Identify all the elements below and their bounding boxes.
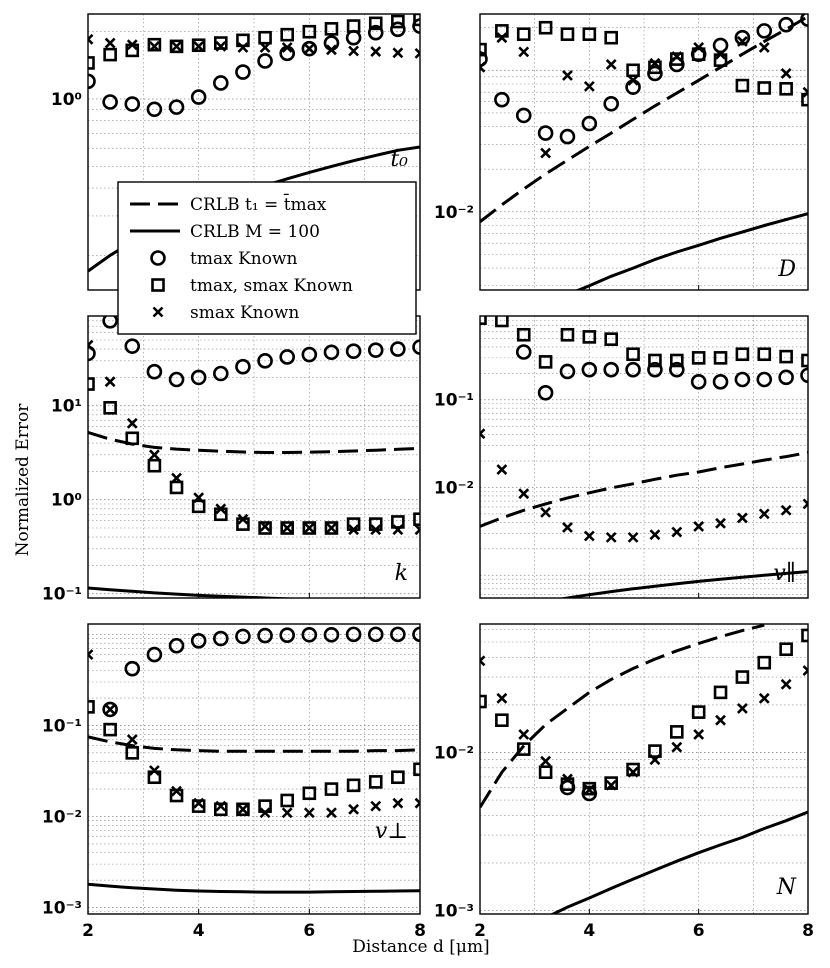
y-axis-label: Normalized Error bbox=[13, 403, 33, 557]
point-tmax-smax bbox=[737, 80, 748, 91]
y-tick-label: 10⁻² bbox=[433, 202, 474, 223]
legend-label-crlb_M: CRLB M = 100 bbox=[190, 222, 320, 242]
point-tmax bbox=[347, 345, 360, 358]
y-tick-label: 10⁻¹ bbox=[41, 716, 82, 737]
point-tmax bbox=[148, 648, 161, 661]
legend-label-tmax_smax: tmax, smax Known bbox=[190, 276, 353, 296]
point-tmax bbox=[148, 103, 161, 116]
point-smax bbox=[497, 694, 506, 703]
point-smax bbox=[283, 808, 292, 817]
point-tmax bbox=[605, 97, 618, 110]
point-tmax bbox=[126, 98, 139, 111]
point-tmax-smax bbox=[326, 784, 337, 795]
x-tick-label: 4 bbox=[192, 921, 205, 941]
point-smax bbox=[393, 799, 402, 808]
point-tmax-smax bbox=[105, 402, 116, 413]
point-smax bbox=[497, 33, 506, 42]
point-tmax-smax bbox=[781, 644, 792, 655]
point-tmax-smax bbox=[127, 45, 138, 56]
point-smax bbox=[393, 48, 402, 57]
x-tick-label: 6 bbox=[692, 921, 705, 941]
point-tmax-smax bbox=[606, 334, 617, 345]
grid bbox=[480, 14, 808, 290]
point-smax bbox=[672, 528, 681, 537]
panel-2 bbox=[42, 314, 427, 604]
x-tick-label: 8 bbox=[414, 921, 426, 941]
point-tmax bbox=[561, 130, 574, 143]
point-tmax-smax bbox=[606, 32, 617, 43]
legend-label-crlb_t1: CRLB t₁ = t̄max bbox=[190, 195, 327, 215]
point-smax bbox=[672, 743, 681, 752]
point-tmax bbox=[495, 93, 508, 106]
point-smax bbox=[629, 533, 638, 542]
point-smax bbox=[563, 523, 572, 532]
point-smax bbox=[607, 533, 616, 542]
y-tick-label: 10⁻² bbox=[41, 807, 82, 828]
point-tmax-smax bbox=[392, 772, 403, 783]
point-tmax bbox=[627, 363, 640, 376]
point-tmax bbox=[170, 373, 183, 386]
panel-label: t₀ bbox=[390, 147, 408, 172]
point-tmax bbox=[303, 348, 316, 361]
point-tmax bbox=[517, 345, 530, 358]
x-tick-label: 6 bbox=[303, 921, 316, 941]
point-tmax-smax bbox=[326, 23, 337, 34]
point-tmax bbox=[281, 350, 294, 363]
point-tmax bbox=[517, 109, 530, 122]
point-smax bbox=[541, 757, 550, 766]
point-tmax bbox=[170, 101, 183, 114]
point-tmax bbox=[325, 346, 338, 359]
point-smax bbox=[738, 513, 747, 522]
point-tmax-smax bbox=[759, 657, 770, 668]
point-smax bbox=[497, 465, 506, 474]
series-line-crlb_t1 bbox=[480, 625, 764, 807]
point-tmax bbox=[259, 629, 272, 642]
point-smax bbox=[327, 808, 336, 817]
y-tick-label: 10⁰ bbox=[50, 90, 82, 111]
panel-4 bbox=[42, 624, 427, 941]
point-tmax bbox=[214, 367, 227, 380]
point-tmax bbox=[539, 386, 552, 399]
panel-label: D bbox=[778, 257, 796, 282]
point-tmax-smax bbox=[671, 726, 682, 737]
y-tick-label: 10⁻² bbox=[433, 478, 474, 499]
point-tmax-smax bbox=[348, 21, 359, 32]
point-tmax-smax bbox=[171, 482, 182, 493]
point-smax bbox=[607, 60, 616, 69]
point-tmax bbox=[170, 639, 183, 652]
point-smax bbox=[782, 680, 791, 689]
y-tick-label: 10⁻³ bbox=[433, 901, 474, 922]
point-smax bbox=[519, 730, 528, 739]
point-smax bbox=[541, 149, 550, 158]
point-smax bbox=[106, 705, 115, 714]
point-tmax-smax bbox=[562, 329, 573, 340]
legend-label-smax: smax Known bbox=[190, 303, 300, 323]
point-smax bbox=[349, 46, 358, 55]
point-smax bbox=[238, 805, 247, 814]
point-tmax bbox=[236, 66, 249, 79]
point-tmax bbox=[281, 629, 294, 642]
x-axis-label: Distance d [μm] bbox=[352, 937, 490, 957]
series-line-crlb_M bbox=[480, 214, 808, 342]
point-smax bbox=[541, 508, 550, 517]
point-smax bbox=[694, 730, 703, 739]
legend-label-tmax: tmax Known bbox=[190, 249, 298, 269]
panel-label: k bbox=[394, 561, 408, 586]
point-tmax bbox=[780, 371, 793, 384]
point-tmax bbox=[126, 340, 139, 353]
point-tmax-smax bbox=[518, 329, 529, 340]
point-tmax bbox=[605, 363, 618, 376]
point-tmax-smax bbox=[693, 352, 704, 363]
point-tmax bbox=[714, 375, 727, 388]
point-tmax-smax bbox=[282, 29, 293, 40]
series-layer bbox=[83, 628, 427, 892]
point-tmax bbox=[214, 76, 227, 89]
y-tick-label: 10⁰ bbox=[50, 490, 82, 511]
point-smax bbox=[650, 530, 659, 539]
point-smax bbox=[172, 42, 181, 51]
point-tmax bbox=[780, 18, 793, 31]
point-tmax bbox=[736, 373, 749, 386]
point-tmax-smax bbox=[715, 687, 726, 698]
x-tick-label: 8 bbox=[802, 921, 814, 941]
point-tmax-smax bbox=[562, 29, 573, 40]
point-smax bbox=[716, 519, 725, 528]
point-tmax bbox=[236, 360, 249, 373]
point-smax bbox=[305, 808, 314, 817]
point-smax bbox=[371, 802, 380, 811]
point-tmax bbox=[347, 31, 360, 44]
y-tick-label: 10⁻¹ bbox=[433, 390, 474, 411]
y-tick-label: 10⁻¹ bbox=[41, 584, 82, 605]
point-tmax bbox=[259, 54, 272, 67]
point-smax bbox=[694, 522, 703, 531]
point-smax bbox=[760, 43, 769, 52]
point-tmax-smax bbox=[540, 767, 551, 778]
point-smax bbox=[782, 69, 791, 78]
point-tmax bbox=[758, 373, 771, 386]
point-tmax-smax bbox=[781, 351, 792, 362]
point-tmax-smax bbox=[496, 715, 507, 726]
point-tmax-smax bbox=[260, 32, 271, 43]
x-tick-label: 4 bbox=[583, 921, 596, 941]
point-smax bbox=[782, 506, 791, 515]
point-tmax-smax bbox=[737, 672, 748, 683]
y-tick-label: 10¹ bbox=[50, 396, 82, 417]
point-smax bbox=[238, 43, 247, 52]
y-tick-label: 10⁻² bbox=[433, 743, 474, 764]
point-tmax bbox=[325, 37, 338, 50]
legend bbox=[118, 182, 416, 334]
panel-label: v∥ bbox=[773, 561, 796, 586]
panel-1 bbox=[434, 13, 815, 342]
y-tick-label: 10⁻³ bbox=[41, 898, 82, 919]
point-smax bbox=[563, 71, 572, 80]
point-tmax bbox=[148, 365, 161, 378]
panels-layer bbox=[42, 13, 815, 941]
point-tmax-smax bbox=[105, 49, 116, 60]
point-tmax-smax bbox=[370, 776, 381, 787]
panel-label: N bbox=[776, 875, 796, 900]
panel-5 bbox=[434, 624, 814, 941]
point-tmax bbox=[539, 127, 552, 140]
panel-label: v⊥ bbox=[374, 819, 408, 844]
point-tmax bbox=[104, 95, 117, 108]
panel-3 bbox=[434, 313, 815, 616]
point-tmax bbox=[126, 662, 139, 675]
point-tmax-smax bbox=[282, 795, 293, 806]
x-tick-label: 2 bbox=[474, 921, 486, 941]
point-tmax bbox=[192, 91, 205, 104]
point-smax bbox=[716, 716, 725, 725]
point-tmax bbox=[758, 24, 771, 37]
point-smax bbox=[519, 489, 528, 498]
point-tmax-smax bbox=[781, 83, 792, 94]
point-tmax-smax bbox=[737, 349, 748, 360]
point-tmax bbox=[236, 630, 249, 643]
point-smax bbox=[371, 47, 380, 56]
point-smax bbox=[738, 704, 747, 713]
point-smax bbox=[106, 377, 115, 386]
point-smax bbox=[305, 44, 314, 53]
point-tmax-smax bbox=[518, 29, 529, 40]
x-tick-label: 2 bbox=[82, 921, 94, 941]
point-smax bbox=[349, 805, 358, 814]
point-tmax-smax bbox=[149, 460, 160, 471]
point-tmax-smax bbox=[105, 724, 116, 735]
point-tmax bbox=[627, 81, 640, 94]
series-line-crlb_M bbox=[546, 812, 808, 918]
point-tmax bbox=[369, 344, 382, 357]
grid bbox=[88, 316, 420, 598]
point-smax bbox=[150, 450, 159, 459]
point-smax bbox=[106, 39, 115, 48]
point-smax bbox=[519, 47, 528, 56]
point-smax bbox=[760, 694, 769, 703]
point-tmax bbox=[561, 365, 574, 378]
